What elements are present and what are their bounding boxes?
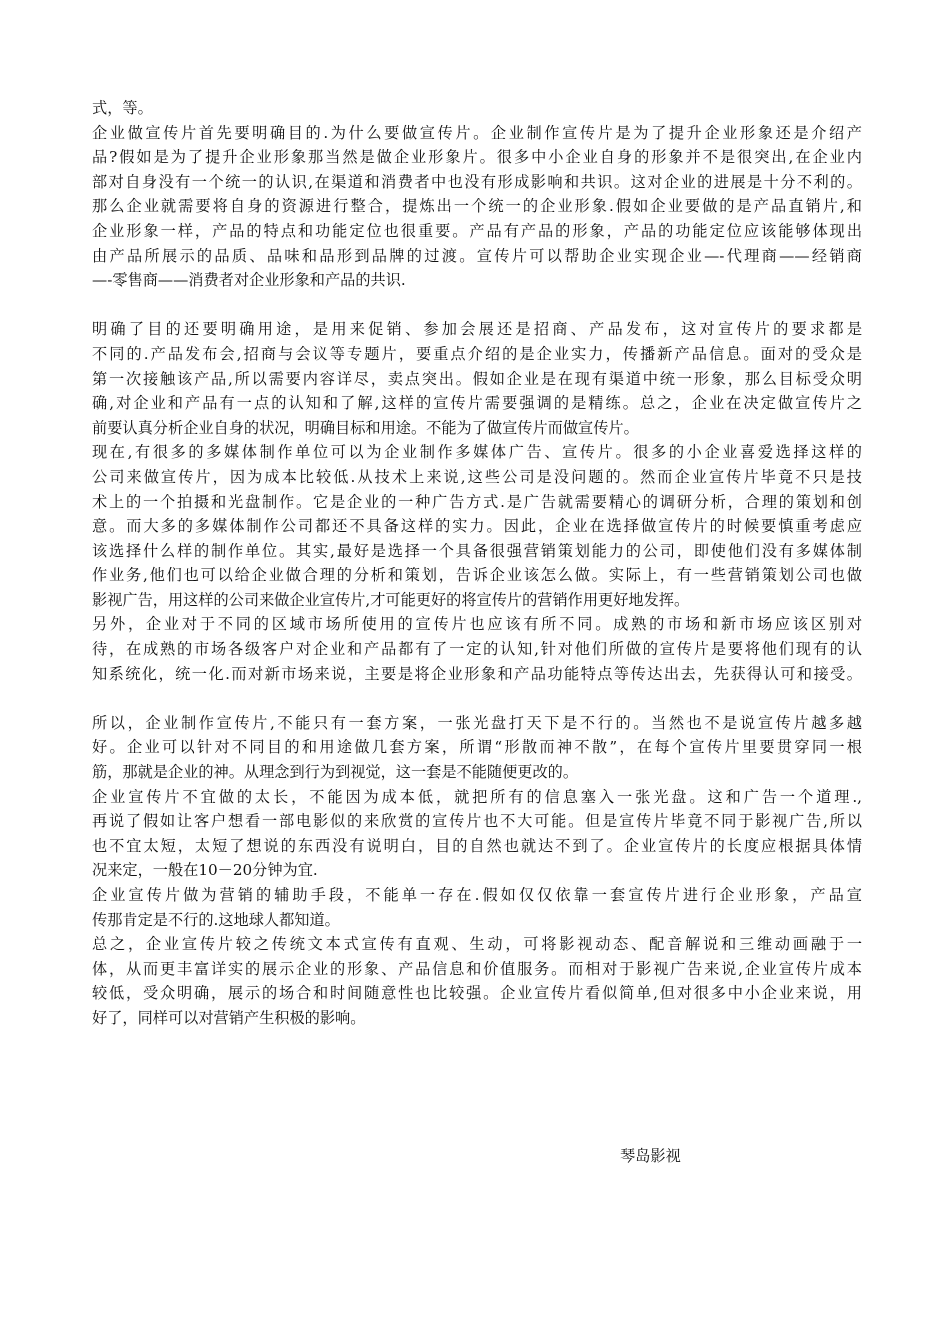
paragraph-usage <box>92 317 862 440</box>
text-line: 好。企业可以针对不同目的和用途做几套方案，所谓“形散而神不散”，在每个宣传片里要贯穿同一根 <box>92 738 862 757</box>
text-line: 品?假如是为了提升企业形象那当然是做企业形象片。很多中小企业自身的形象并不是很突出,在企业内 <box>92 148 862 167</box>
text-line: 再说了假如让客户想看一部电影似的来欣赏的宣传片也不大可能。但是宣传片毕竟不同于影视广告,所以 <box>92 812 862 831</box>
paragraph-multiple-plans <box>92 711 862 785</box>
paragraph-spacer <box>92 293 862 318</box>
text-line: 公司来做宣传片，因为成本比较低.从技术上来说,这些公司是没问题的。然而企业宣传片毕竟不只是技 <box>92 467 862 486</box>
paragraph-regional-markets <box>92 612 862 686</box>
text-line: 好了，同样可以对营销产生积极的影响。 <box>92 1008 366 1027</box>
text-line: 作业务,他们也可以给企业做合理的分析和策划，告诉企业该怎么做。实际上，有一些营销策划公司也做 <box>92 566 862 585</box>
text-line: 所以，企业制作宣传片,不能只有一套方案，一张光盘打天下是不行的。当然也不是说宣传片越多越 <box>92 713 862 732</box>
text-line: 企业做宣传片首先要明确目的.为什么要做宣传片。企业制作宣传片是为了提升企业形象还是介绍产 <box>92 123 862 142</box>
paragraph-intro-fragment <box>92 96 862 121</box>
paragraph-spacer <box>92 686 862 711</box>
author-signature: 琴岛影视 <box>620 1147 681 1165</box>
text-line: 确,对企业和产品有一点的认知和了解,这样的宣传片需要强调的是精练。总之，企业在决定做宣传片之 <box>92 394 862 413</box>
text-line: 术上的一个拍摄和光盘制作。它是企业的一种广告方式.是广告就需要精心的调研分析，合理的策划和创 <box>92 492 862 511</box>
text-line: 式，等。 <box>92 99 153 117</box>
text-line: 总之，企业宣传片较之传统文本式宣传有直观、生动，可将影视动态、配音解说和三维动画融于一 <box>92 935 862 954</box>
text-line: 影视广告，用这样的公司来做企业宣传片,才可能更好的将宣传片的营销作用更好地发挥。 <box>92 590 690 609</box>
text-line: 第一次接触该产品,所以需要内容详尽，卖点突出。假如企业是在现有渠道中统一形象，那么目标受众明 <box>92 369 862 388</box>
paragraph-production-company <box>92 440 862 612</box>
text-line: 体，从而更丰富详实的展示企业的形象、产品信息和价值服务。而相对于影视广告来说,企业宣传片成本 <box>92 959 862 978</box>
paragraph-length <box>92 785 862 883</box>
paragraph-purpose <box>92 121 862 293</box>
text-line: —-零售商——消费者对企业形象和产品的共识. <box>92 271 406 290</box>
paragraph-summary <box>92 932 862 1030</box>
text-line: 也不宜太短，太短了想说的东西没有说明白，目的自然也就达不到了。企业宣传片的长度应根据具体情 <box>92 836 862 855</box>
paragraph-auxiliary-means <box>92 883 862 932</box>
text-line: 另外，企业对于不同的区域市场所使用的宣传片也应该有所不同。成熟的市场和新市场应该区别对 <box>92 615 862 634</box>
text-line: 部对自身没有一个统一的认识,在渠道和消费者中也没有形成影响和共识。这对企业的进展是十分不利的。 <box>92 172 862 191</box>
text-line: 那么企业就需要将自身的资源进行整合，提炼出一个统一的企业形象.假如企业要做的是产品直销片,和 <box>92 197 862 216</box>
text-line: 企业形象一样，产品的特点和功能定位也很重要。产品有产品的形象，产品的功能定位应该能够体现出 <box>92 221 862 240</box>
text-line: 知系统化，统一化.而对新市场来说，主要是将企业形象和产品功能特点等传达出去，先获得认可和接受。 <box>92 664 862 683</box>
text-line: 意。而大多的多媒体制作公司都还不具备这样的实力。因此，企业在选择做宣传片的时候要慎重考虑应 <box>92 517 862 536</box>
text-line: 况来定，一般在10－20分钟为宜. <box>92 861 318 880</box>
text-line: 待，在成熟的市场各级客户对企业和产品都有了一定的认知,针对他们所做的宣传片是要将他们现有的认 <box>92 640 862 659</box>
text-line: 较低，受众明确，展示的场合和时间随意性也比较强。企业宣传片看似简单,但对很多中小企业来说，用 <box>92 984 862 1003</box>
text-line: 企业宣传片做为营销的辅助手段，不能单一存在.假如仅仅依靠一套宣传片进行企业形象，产品宣 <box>92 886 862 904</box>
text-line: 该选择什么样的制作单位。其实,最好是选择一个具备很强营销策划能力的公司，即使他们没有多媒体制 <box>92 541 862 560</box>
text-line: 不同的.产品发布会,招商与会议等专题片，要重点介绍的是企业实力，传播新产品信息。面对的受众是 <box>92 344 862 363</box>
document-body <box>92 96 862 1031</box>
text-line: 传那肯定是不行的.这地球人都知道。 <box>92 910 340 929</box>
text-line: 明确了目的还要明确用途，是用来促销、参加会展还是招商、产品发布，这对宣传片的要求都是 <box>92 320 862 339</box>
text-line: 由产品所展示的品质、品味和品形到品牌的过渡。宣传片可以帮助企业实现企业—-代理商——经销商 <box>92 246 862 265</box>
text-line: 企业宣传片不宜做的太长，不能因为成本低，就把所有的信息塞入一张光盘。这和广告一个道理., <box>92 787 862 806</box>
text-line: 筋，那就是企业的神。从理念到行为到视觉，这一套是不能随便更改的。 <box>92 763 578 782</box>
text-line: 现在,有很多的多媒体制作单位可以为企业制作多媒体广告、宣传片。很多的小企业喜爱选择这样的 <box>92 443 862 462</box>
text-line: 前要认真分析企业自身的状况，明确目标和用途。不能为了做宣传片而做宣传片。 <box>92 418 639 437</box>
